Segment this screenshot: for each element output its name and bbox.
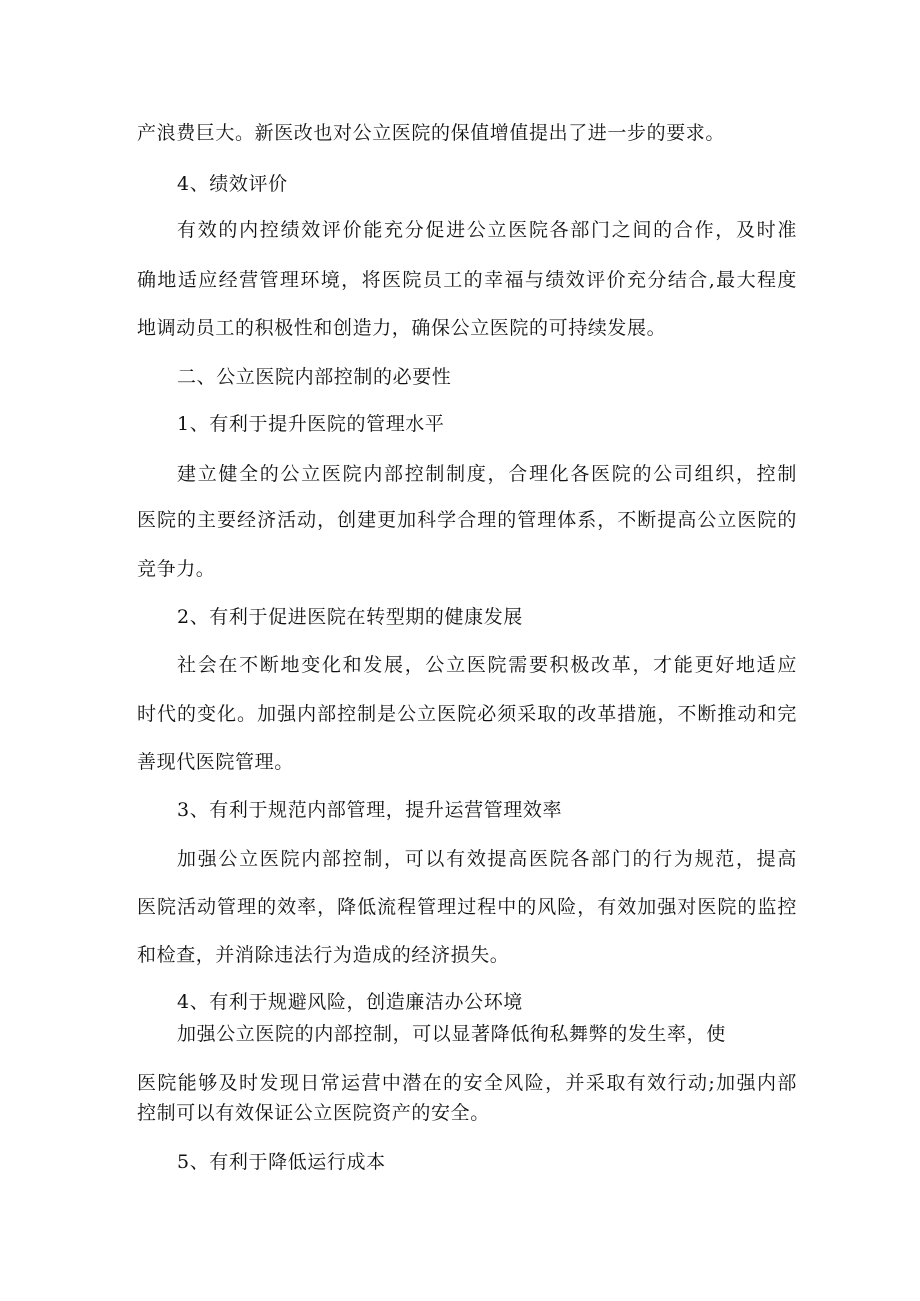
text-line: 时代的变化。加强内部控制是公立医院必须采取的改革措施，不断推动和完 bbox=[137, 703, 797, 725]
section-heading: 1、有利于提升医院的管理水平 bbox=[177, 413, 445, 435]
text-line: 有效的内控绩效评价能充分促进公立医院各部门之间的合作，及时准 bbox=[177, 219, 797, 241]
section-heading: 二、公立医院内部控制的必要性 bbox=[177, 366, 452, 388]
text-line: 医院能够及时发现日常运营中潜在的安全风险，并采取有效行动;加强内部 bbox=[137, 1072, 797, 1094]
section-heading: 2、有利于促进医院在转型期的健康发展 bbox=[177, 606, 523, 628]
text-line: 控制可以有效保证公立医院资产的安全。 bbox=[137, 1102, 490, 1124]
text-line: 医院活动管理的效率，降低流程管理过程中的风险，有效加强对医院的监控 bbox=[137, 896, 797, 918]
text-line: 地调动员工的积极性和创造力，确保公立医院的可持续发展。 bbox=[137, 317, 667, 339]
text-line: 善现代医院管理。 bbox=[137, 751, 294, 773]
section-heading: 3、有利于规范内部管理，提升运营管理效率 bbox=[177, 799, 563, 821]
text-line: 医院的主要经济活动，创建更加科学合理的管理体系，不断提高公立医院的 bbox=[137, 509, 797, 531]
text-line: 产浪费巨大。新医改也对公立医院的保值增值提出了进一步的要求。 bbox=[137, 122, 726, 144]
text-line: 社会在不断地变化和发展，公立医院需要积极改革，才能更好地适应 bbox=[177, 654, 797, 676]
text-line: 确地适应经营管理环境，将医院员工的幸福与绩效评价充分结合,最大程度 bbox=[137, 269, 797, 291]
text-line: 和检查，并消除违法行为造成的经济损失。 bbox=[137, 944, 510, 966]
text-line: 建立健全的公立医院内部控制制度，合理化各医院的公司组织，控制 bbox=[177, 463, 797, 485]
text-line: 竞争力。 bbox=[137, 558, 216, 580]
section-heading: 4、绩效评价 bbox=[177, 173, 288, 195]
text-line: 加强公立医院内部控制，可以有效提高医院各部门的行为规范，提高 bbox=[177, 848, 797, 870]
section-heading: 5、有利于降低运行成本 bbox=[177, 1151, 386, 1173]
text-line: 加强公立医院的内部控制，可以显著降低徇私舞弊的发生率，使 bbox=[177, 1023, 726, 1045]
section-heading: 4、有利于规避风险，创造廉洁办公环境 bbox=[177, 991, 523, 1013]
